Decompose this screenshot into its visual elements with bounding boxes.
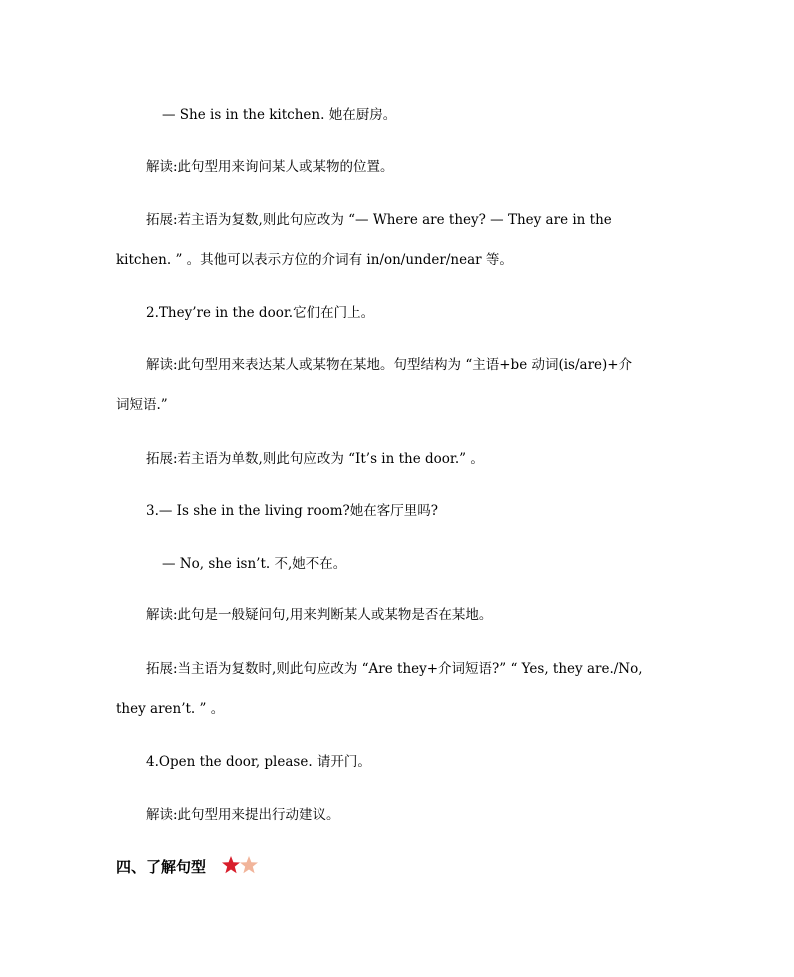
extension-plural-line-1: 拓展:若主语为复数,则此句应改为 “— Where are they? — They are in the (146, 212, 612, 228)
explanation-structure-line-2: 词短语.” (116, 397, 168, 413)
sentence-3-answer: — No, she isn’t. 不,她不在。 (162, 556, 347, 572)
difficulty-rating (221, 855, 259, 875)
sentence-4-open-door: 4.Open the door, please. 请开门。 (146, 754, 371, 770)
extension-plural-line-2: kitchen. ” 。其他可以表示方位的介词有 in/on/under/near 等。 (116, 252, 513, 268)
extension-singular: 拓展:若主语为单数,则此句应改为 “It’s in the door.” 。 (146, 451, 484, 467)
explanation-structure-line-1: 解读:此句型用来表达某人或某物在某地。句型结构为 “主语+be 动词(is/are)+介 (146, 357, 633, 373)
explanation-location-question: 解读:此句型用来询问某人或某物的位置。 (146, 159, 394, 175)
sentence-2-door: 2.They’re in the door.它们在门上。 (146, 305, 375, 321)
extension-plural-question-line-2: they aren’t. ” 。 (116, 701, 225, 717)
extension-plural-question-line-1: 拓展:当主语为复数时,则此句应改为 “Are they+介词短语?” “ Yes, they are./No, (146, 661, 643, 677)
explanation-yes-no-question: 解读:此句是一般疑问句,用来判断某人或某物是否在某地。 (146, 607, 493, 623)
example-answer-kitchen: — She is in the kitchen. 她在厨房。 (162, 107, 397, 123)
explanation-suggestion: 解读:此句型用来提出行动建议。 (146, 807, 340, 823)
sentence-3-question: 3.— Is she in the living room?她在客厅里吗? (146, 503, 439, 519)
section-heading: 四、了解句型 (116, 858, 207, 876)
star-filled-icon (221, 855, 241, 875)
star-faded-icon (239, 855, 259, 875)
